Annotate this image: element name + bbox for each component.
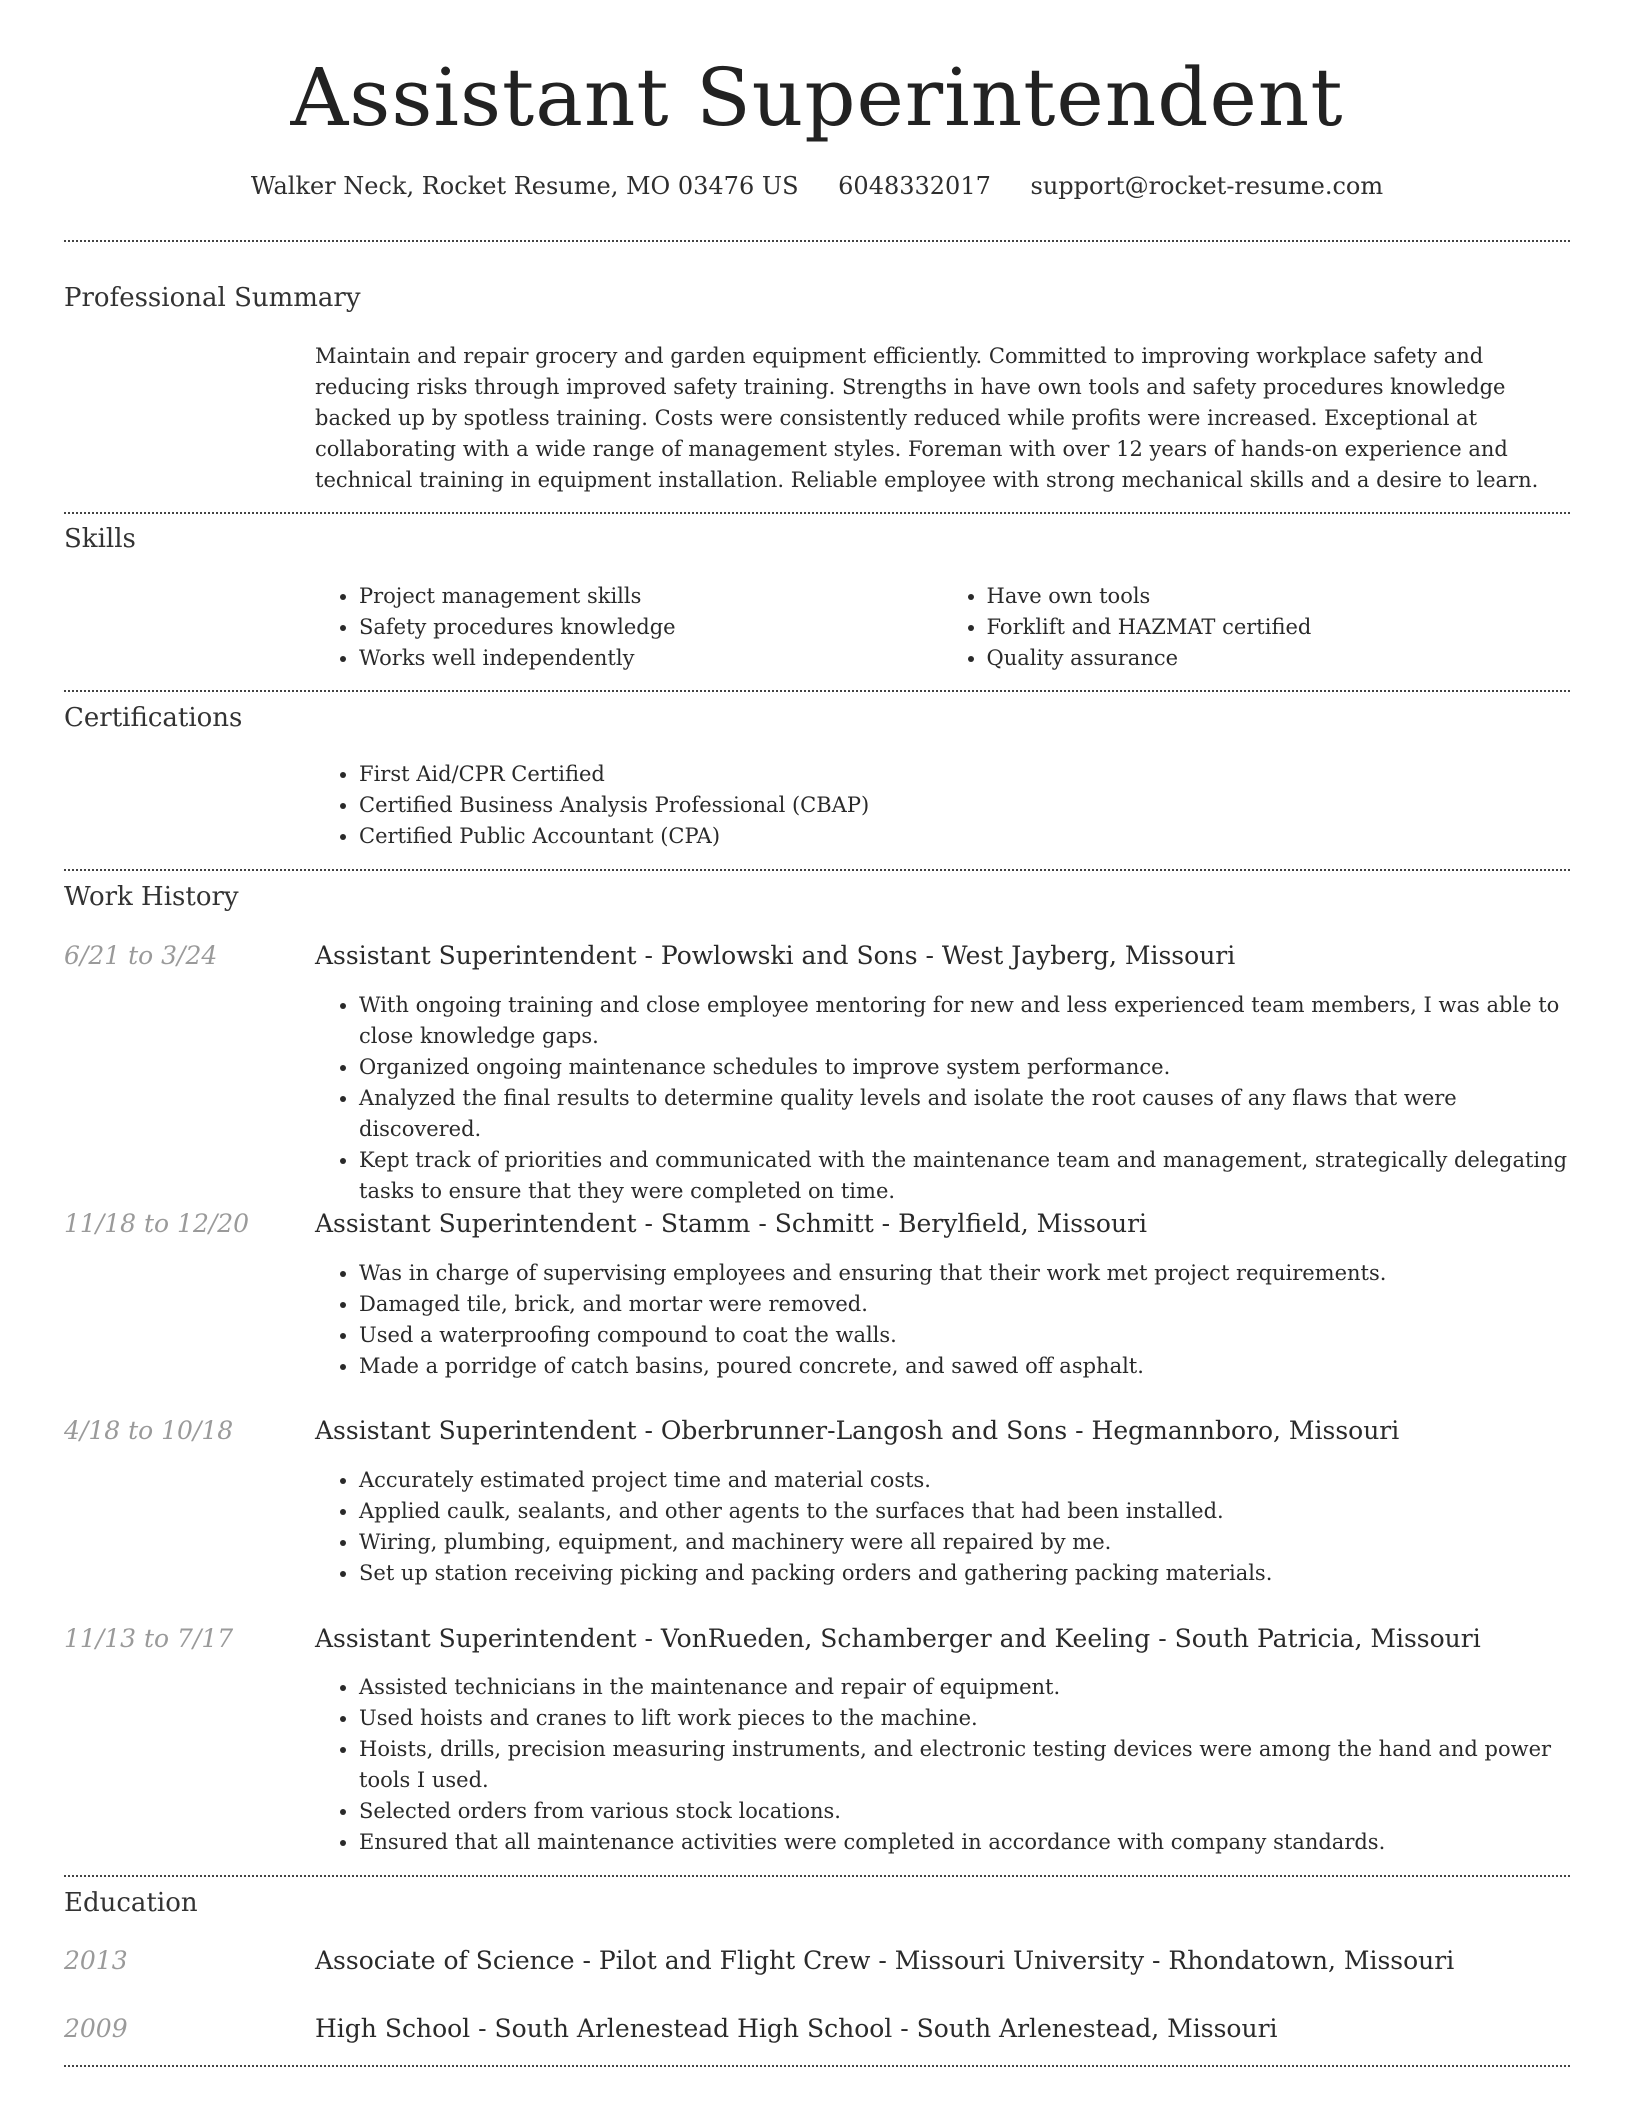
divider <box>64 512 1570 514</box>
address: Walker Neck, Rocket Resume, MO 03476 US <box>250 172 799 200</box>
job-bullets <box>315 1672 1570 1858</box>
list-item: • Kept track of priorities and communicated with the maintenance team and management, strategically delegating tasks to ensure that they were completed on time. <box>359 1145 1570 1207</box>
skills-list-right <box>943 581 1571 674</box>
candidate-name: Assistant Superintendent <box>290 51 1344 144</box>
list-item: • Selected orders from various stock locations. <box>359 1796 1570 1827</box>
list-item: • First Aid/CPR Certified <box>359 759 1570 790</box>
divider <box>64 690 1570 692</box>
resume-page <box>64 0 1570 2043</box>
education-year: 2009 <box>64 2014 128 2043</box>
list-item: • Safety procedures knowledge <box>359 612 943 643</box>
skills-list-left <box>315 581 943 674</box>
divider <box>64 2065 1570 2067</box>
job-heading: Assistant Superintendent - Stamm - Schmitt - Berylfield, Missouri <box>315 1209 1148 1238</box>
section-title-skills: Skills <box>64 524 136 554</box>
list-item: • Certified Business Analysis Professional (CBAP) <box>359 790 1570 821</box>
list-item: • Used a waterproofing compound to coat the walls. <box>359 1320 1570 1351</box>
education-entry <box>315 2014 1570 2043</box>
certifications-list <box>315 759 1570 852</box>
section-title-work: Work History <box>64 882 239 912</box>
certifications-section <box>315 759 1570 852</box>
list-item: • With ongoing training and close employee mentoring for new and less experienced team members, I was able to close knowledge gaps. <box>359 990 1570 1052</box>
skills-section <box>315 581 1570 674</box>
list-item: • Organized ongoing maintenance schedules to improve system performance. <box>359 1052 1570 1083</box>
list-item: • Have own tools <box>987 581 1571 612</box>
list-item: • Certified Public Accountant (CPA) <box>359 821 1570 852</box>
job-dates: 4/18 to 10/18 <box>64 1416 234 1445</box>
job-dates: 6/21 to 3/24 <box>64 941 218 970</box>
summary-section <box>315 341 1570 496</box>
job-heading: Assistant Superintendent - VonRueden, Schamberger and Keeling - South Patricia, Missouri <box>315 1624 1481 1653</box>
list-item: • Applied caulk, sealants, and other agents to the surfaces that had been installed. <box>359 1496 1570 1527</box>
list-item: • Works well independently <box>359 643 943 674</box>
section-title-certifications: Certifications <box>64 703 243 733</box>
job-heading: Assistant Superintendent - Oberbrunner-Langosh and Sons - Hegmannboro, Missouri <box>315 1416 1400 1445</box>
education-detail: - South Arlenestead High School - South Arlenestead, Missouri <box>470 2014 1278 2043</box>
list-item: • Assisted technicians in the maintenance and repair of equipment. <box>359 1672 1570 1703</box>
list-item: • Wiring, plumbing, equipment, and machinery were all repaired by me. <box>359 1527 1570 1558</box>
education-year: 2013 <box>64 1946 128 1975</box>
phone: 6048332017 <box>838 172 991 200</box>
list-item: • Project management skills <box>359 581 943 612</box>
summary-text: Maintain and repair grocery and garden equipment efficiently. Committed to improving workplace safety and reducing risks through improved safety training. Strengths in have own tools and safety procedures knowledge backed up by spotless training. Costs were consistently reduced while profits were increased. Exceptional at collaborating with a wide range of management styles. Foreman with over 12 years of hands-on experience and technical training in equipment installation. Reliable employee with strong mechanical skills and a desire to learn. <box>315 344 1539 492</box>
list-item: • Set up station receiving picking and packing orders and gathering packing materials. <box>359 1558 1570 1589</box>
list-item: • Accurately estimated project time and material costs. <box>359 1465 1570 1496</box>
list-item: • Ensured that all maintenance activities were completed in accordance with company standards. <box>359 1827 1570 1858</box>
list-item: • Used hoists and cranes to lift work pieces to the machine. <box>359 1703 1570 1734</box>
education-degree: Associate of Science <box>315 1946 575 1975</box>
job-dates: 11/13 to 7/17 <box>64 1624 234 1653</box>
contact-line <box>64 172 1570 200</box>
job-bullets <box>315 990 1570 1207</box>
list-item: • Forklift and HAZMAT certified <box>987 612 1571 643</box>
section-title-education: Education <box>64 1888 198 1918</box>
list-item: • Was in charge of supervising employees and ensuring that their work met project requirements. <box>359 1258 1570 1289</box>
job-bullets <box>315 1258 1570 1382</box>
email: support@rocket-resume.com <box>1030 172 1384 200</box>
education-detail: - Pilot and Flight Crew - Missouri University - Rhondatown, Missouri <box>574 1946 1455 1975</box>
list-item: • Made a porridge of catch basins, poured concrete, and sawed off asphalt. <box>359 1351 1570 1382</box>
education-entry <box>315 1946 1570 1975</box>
job-bullets <box>315 1465 1570 1589</box>
list-item: • Quality assurance <box>987 643 1571 674</box>
list-item: • Hoists, drills, precision measuring instruments, and electronic testing devices were among the hand and power tools I used. <box>359 1734 1570 1796</box>
education-degree: High School <box>315 2014 471 2043</box>
list-item: • Analyzed the final results to determine quality levels and isolate the root causes of any flaws that were discovered. <box>359 1083 1570 1145</box>
divider <box>64 1875 1570 1877</box>
section-title-summary: Professional Summary <box>64 283 361 313</box>
divider <box>64 240 1570 242</box>
list-item: • Damaged tile, brick, and mortar were removed. <box>359 1289 1570 1320</box>
divider <box>64 869 1570 871</box>
job-heading: Assistant Superintendent - Powlowski and Sons - West Jayberg, Missouri <box>315 941 1236 970</box>
job-dates: 11/18 to 12/20 <box>64 1209 250 1238</box>
